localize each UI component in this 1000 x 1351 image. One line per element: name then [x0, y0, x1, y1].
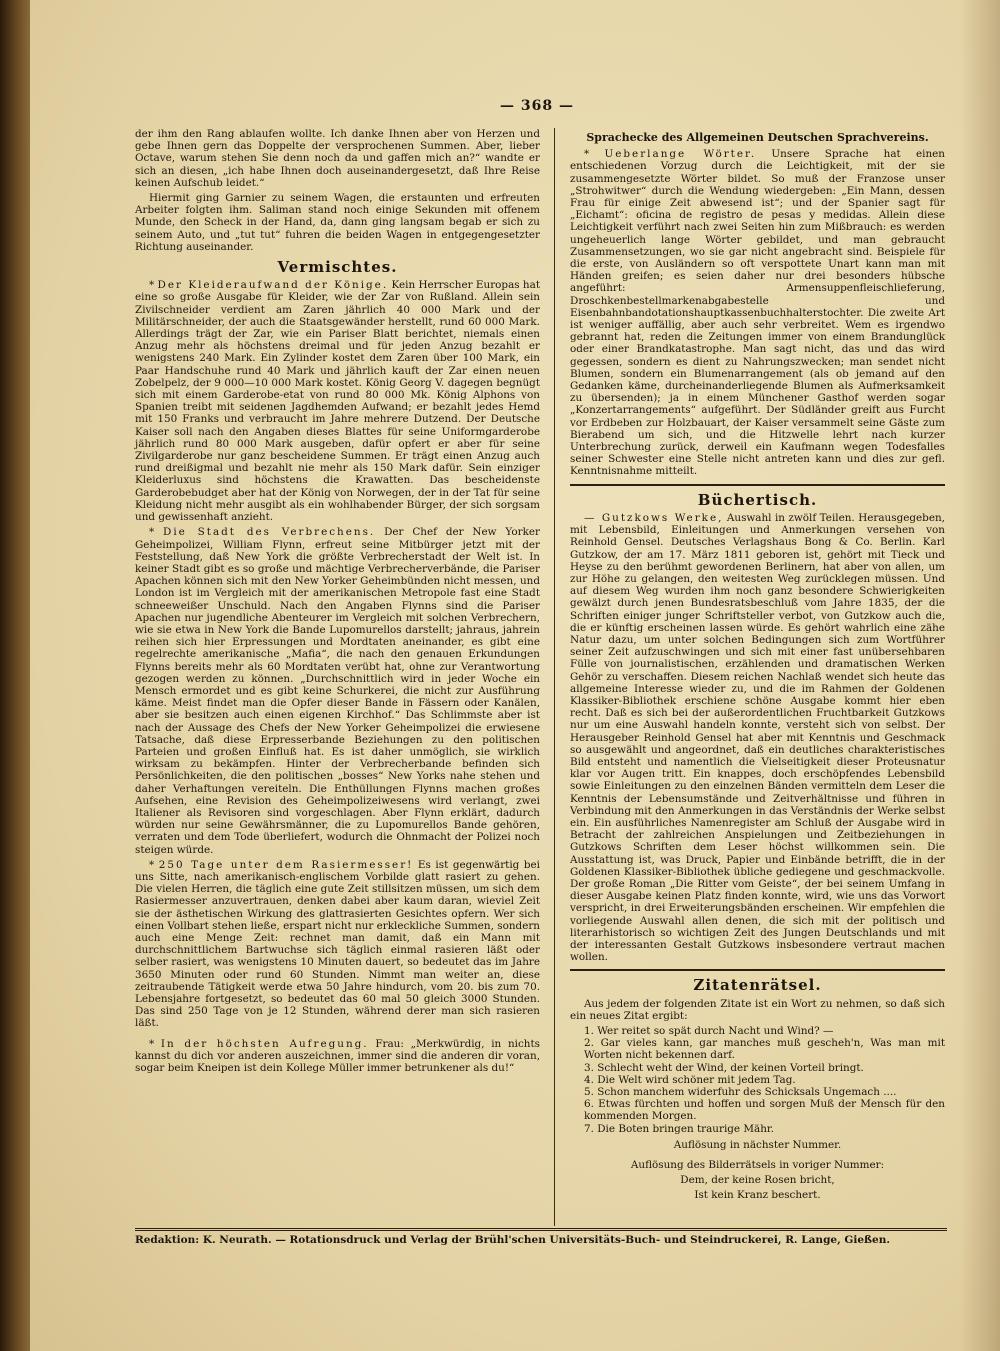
review-title: — Gutzkows Werke,: [584, 511, 724, 524]
sprachecke-heading: Sprachecke des Allgemeinen Deutschen Sprachvereins.: [586, 131, 929, 144]
article-kleideraufwand: * Der Kleideraufwand der Könige. Kein Herrscher Europas hat eine so große Ausgabe für Kleider, wie der Zar von Rußland. Allein sein Zivilschneider verdient am Zaren jährlich 40 000 Mark und der Militärschneider, der auch die Staatsgewänder herstellt, rund 60 000 Mark. Allerdings trägt der Zar, wie ein Pariser Blatt berichtet, niemals einen Anzug mehr als höchstens dreimal und für jeden Anzug bezahlt er wenigstens 240 Mark. Ein Zylinder kostet dem Zaren über 100 Mark, ein Paar Handschuhe rund 40 Mark und jährlich kauft der Zar einen neuen Zobelpelz, der 9 000—10 000 Mark kostet. König Georg V. dagegen begnügt sich mit einem Garderobe-etat von rund 80 000 Mk. König Alphons von Spanien treibt mit seidenen Jagdhemden Aufwand; er bezahlt jedes Hemd mit 150 Franks und verbraucht im Jahre mehrere Dutzend. Der Deutsche Kaiser soll nach den Angaben dieses Blattes für seine Uniformgarderobe jährlich rund 80 000 Mark ausgeben, dafür opfert er aber für seine Zivilgarderobe nur ganz bescheidene Summen. Er trägt einen Anzug auch rund dreißigmal und bezahlt nie mehr als 150 Mark dafür. Sein einziger Kleiderluxus sind höchstens die Krawatten. Das bescheidenste Garderobebudget aber hat der König von Norwegen, der in der Tat für seine Kleidung nicht mehr ausgibt als ein wohlhabender Bürger, der sich sorgsam und gewissenhaft anzieht.: [135, 279, 540, 524]
list-item: 7. Die Boten bringen traurige Mähr.: [584, 1122, 775, 1135]
sprachecke-article: * Ueberlange Wörter. Unsere Sprache hat einen entschiedenen Vorzug durch die Leichtigkeit, mit der sie zusammengesetzte Wörter bildet. So muß der Franzose unser „Strohwitwer“ durch die Wendung wiedergeben: „Ein Mann, dessen Frau für einige Zeit abwesend ist“; und der Spanier sagt für „Eichamt“: oficina de registro de pesas y medidas. Allein diese Leichtigkeit verführt nach zwei Seiten hin zum Mißbrauch: es werden ungeheuerlich lange Wörter gebildet, und man gebraucht Zusammensetzungen, wo sie gar nicht angebracht sind. Beispiele für die erste, von Ausländern so oft verspottete Unart kann man mit Händen greifen; es seien daher nur drei besonders hübsche angeführt: Armensuppenfleischlieferung, Droschkenbestellmarkenabgabestelle und Eisenbahnbandotationshauptkassenbuchhalterstochter. Die zweite Art ist weniger auffällig, aber auch sehr verbreitet. Wem es irgendwo gebrannt hat, reden die Zeitungen immer von einem Brandunglück oder einer Brandkatastrophe. Man sagt nicht, das und das wird gegessen, sondern es dient zu Nahrungszwecken; man sendet nicht Blumen, sondern ein Blumenarrangement (als ob jemand auf den Gedanken käme, durcheinanderliegende Blumen als Aufmerksamkeit zu übersenden); ja in einem Münchener Gasthof werden sogar „Konzertarrangements“ aufgeführt. Der Südländer greift aus Furcht vor Erdbeben zur Holzbauart, der Kaiser versammelt seine Gäste zum Bierabend um sich, und die Hitzwelle lehrt nach kurzer Unterbrechung zurück, derweil ein Kaufmann wegen Todesfalles seiner Schwester eine Stelle nicht antreten kann und dies zur gefl. Kenntnisnahme mitteilt.: [570, 148, 945, 478]
riddle-intro: Aus jedem der folgenden Zitate ist ein Wort zu nehmen, so daß sich ein neues Zitat ergibt:: [570, 997, 945, 1022]
solution-line: Ist kein Kranz beschert.: [694, 1189, 821, 1202]
article-body: Kein Herrscher Europas hat eine so große Ausgabe für Kleider, wie der Zar von Rußland. Allein sein Zivilschneider verdient am Zaren jährlich 40 000 Mark und der Militärschneider, der auch die Staatsgewänder herstellt, rund 60 000 Mark. Allerdings trägt der Zar, wie ein Pariser Blatt berichtet, niemals einen Anzug mehr als höchstens dreimal und für jeden Anzug bezahlt er wenigstens 240 Mark. Ein Zylinder kostet dem Zaren über 100 Mark, ein Paar Handschuhe rund 40 Mark und jährlich kauft der Zar einen neuen Zobelpelz, der 9 000—10 000 Mark kostet. König Georg V. dagegen begnügt sich mit einem Garderobe-etat von rund 80 000 Mk. König Alphons von Spanien treibt mit seidenen Jagdhemden Aufwand; er bezahlt jedes Hemd mit 150 Franks und verbraucht im Jahre mehrere Dutzend. Der Deutsche Kaiser soll nach den Angaben dieses Blattes für seine Uniformgarderobe jährlich rund 80 000 Mark ausgeben, dafür opfert er aber für seine Zivilgarderobe nur ganz bescheidene Summen. Er trägt einen Anzug auch rund dreißigmal und bezahlt nie mehr als 150 Mark dafür. Sein einziger Kleiderluxus sind höchstens die Krawatten. Das bescheidenste Garderobebudget aber hat der König von Norwegen, der in der Tat für seine Kleidung nicht mehr ausgibt als ein wohlhabender Bürger, der sich sorgsam und gewissenhaft anzieht.: [135, 279, 540, 524]
intro-paragraph-2: Hiermit ging Garnier zu seinem Wagen, die erstaunten und erfreuten Arbeiter folgten ihm. Saliman stand noch einige Sekunden mit offenem Munde, den Scheck in der Hand, da, dann ging langsam begab er sich zu seinem Auto, und „tut tut“ fuhren die beiden Wagen in entgegengesetzter Richtung auseinander.: [135, 192, 540, 253]
article-title: Die Stadt des Verbrechens.: [163, 526, 376, 539]
zitatenraetsel-heading: Zitatenrätsel.: [693, 976, 822, 995]
page-shadow: [960, 0, 1000, 1351]
article-title: In der höchsten Aufregung.: [160, 1037, 369, 1050]
article-stadt-des-verbrechens: * Die Stadt des Verbrechens. Der Chef der New Yorker Geheimpolizei, William Flynn, erfreut seine Mitbürger jetzt mit der Feststellung, daß New York die größte Verbrecherstadt der Welt ist. In keiner Stadt gibt es so große und mächtige Verbrecherverbände, die Pariser Apachen können sich mit den New Yorker Geheimbünden nicht messen, und London ist im Vergleich mit der amerikanischen Metropole fast eine Stadt schneeweißer Unschuld. Nach den Angaben Flynns sind die Pariser Apachen nur jugendliche Abenteurer im Vergleich mit solchen Verbrechern, wie sie etwa in New York die Bande Lupomurellos darstellt; jahraus, jahrein reihen sich hier Erpressungen und Mordtaten aneinander, es gibt eine regelrechte amerikanische „Mafia“, die nach den genauen Erkundungen Flynns bereits mehr als 60 Mordtaten verübt hat, ohne zur Verantwortung gezogen werden zu können. „Durchschnittlich wird in jeder Woche ein Mensch ermordet und es gibt keine Schurkerei, die nicht zur Ausführung käme. Meist findet man die Opfer dieser Bande in Fässern oder Kanälen, aber sie besitzen auch einen eigenen Kirchhof.“ Das Schlimmste aber ist nach der Aussage des Chefs der New Yorker Geheimpolizei die erwiesene Tatsache, daß diese Erpresserbande Beziehungen zu den politischen Parteien und großen Einfluß hat. Es ist daher unmöglich, sie wirklich wirksam zu bekämpfen. Hinter der Verbrecherbande befinden sich Persönlichkeiten, die den politischen „bosses“ New Yorks nahe stehen und daher Verhaftungen vereiteln. Die Enthüllungen Flynns machen großes Aufsehen, eine Revision des Geheimpolizeiwesens wird verlangt, zwei Italiener als Revisoren sind vorgeschlagen. Aber Flynn erklärt, dadurch würden nur seine Gewährsmänner, die zu Lupomurellos Bande gehören, verraten und dem Tode überliefert, wodurch die Ohnmacht der Polizei noch steigen würde.: [135, 526, 540, 856]
review-body: Auswahl in zwölf Teilen. Herausgegeben, mit Lebensbild, Einleitungen und Anmerkungen versehen von Reinhold Gensel. Deutsches Verlagshaus Bong & Co. Berlin. Karl Gutzkow, der am 17. März 1811 geboren ist, gehört mit Tieck und Heyse zu den berühmt gewordenen Berlinern, hat aber von allen, um zur Höhe zu gelangen, den weitesten Weg zurücklegen müssen. Und auf diesem Weg wurden ihm noch ganz besondere Schwierigkeiten gewälzt durch jenen Bundesratsbeschluß vom Jahre 1835, der die Schriften einiger junger Schriftsteller verbot, von Gutzkow auch die, die er künftig erscheinen lassen würde. Es gehört wahrlich eine zähe Natur dazu, um unter solchen Bedingungen sich zum Wortführer seiner Zeit aufzuschwingen und sich mit einer fast unübersehbaren Fülle von journalistischen, erzählenden und dramatischen Werken Gehör zu verschaffen. Diesem reichen Nachlaß wendet sich heute das allgemeine Interesse wieder zu, und die im Rahmen der Goldenen Klassiker-Bibliothek erschiene schöne Ausgabe kommt hier eben recht. Daß es sich bei der außerordentlichen Fruchtbarkeit Gutzkows nur um eine Auswahl handeln konnte, versteht sich von selbst. Der Herausgeber Reinhold Gensel hat aber mit Kenntnis und Geschmack so ausgewählt und angeordnet, daß ein deutliches charakteristisches Bild entsteht und namentlich die Vielseitigkeit dieser Proteusnatur klar vor Augen tritt. Ein knappes, doch erschöpfendes Lebensbild sowie Einleitungen zu den einzelnen Bänden vermitteln dem Leser die Kenntnis der Lebensumstände und Zeitverhältnisse und führen in Verbindung mit den Anmerkungen in das Verständnis der Werke selbst ein. Ein ausführliches Namenregister am Schluß der Ausgabe wird in Betracht der zahlreichen Anspielungen und Zeitbeziehungen in Gutzkows Schriften dem Leser höchst willkommen sein. Die Ausstattung ist, was Druck, Papier und Einbände betrifft, die in der Goldenen Klassiker-Bibliothek übliche gediegene und geschmackvolle. Der große Roman „Die Ritter vom Geiste“, der bei seinem Umfang in dieser Ausgabe keinen Platz finden konnte, wird, wie uns das Vorwort verspricht, in drei Erweiterungsbänden erscheinen. Wir empfehlen die vorliegende Auswahl allen denen, die sich mit der politisch und literarhistorisch so wichtigen Zeit des Jungen Deutschlands und mit der interessanten Gestalt Gutzkows insbesondere vertraut machen wollen.: [570, 511, 945, 964]
article-body: Der Chef der New Yorker Geheimpolizei, William Flynn, erfreut seine Mitbürger jetzt mit der Feststellung, daß New York die größte Verbrecherstadt der Welt ist. In keiner Stadt gibt es so große und mächtige Verbrecherverbände, die Pariser Apachen können sich mit den New Yorker Geheimbünden nicht messen, und London ist im Vergleich mit der amerikanischen Metropole fast eine Stadt schneeweißer Unschuld. Nach den Angaben Flynns sind die Pariser Apachen nur jugendliche Abenteurer im Vergleich mit solchen Verbrechern, wie sie etwa in New York die Bande Lupomurellos darstellt; jahraus, jahrein reihen sich hier Erpressungen und Mordtaten aneinander, es gibt eine regelrechte amerikanische „Mafia“, die nach den genauen Erkundungen Flynns bereits mehr als 60 Mordtaten verübt hat, ohne zur Verantwortung gezogen werden zu können. „Durchschnittlich wird in jeder Woche ein Mensch ermordet und es gibt keine Schurkerei, die nicht zur Ausführung käme. Meist findet man die Opfer dieser Bande in Fässern oder Kanälen, aber sie besitzen auch einen eigenen Kirchhof.“ Das Schlimmste aber ist nach der Aussage des Chefs der New Yorker Geheimpolizei die erwiesene Tatsache, daß diese Erpresserbande Beziehungen zu den politischen Parteien und großen Einfluß hat. Es ist daher unmöglich, sie wirklich wirksam zu bekämpfen. Hinter der Verbrecherbande befinden sich Persönlichkeiten, die den politischen „bosses“ New Yorks nahe stehen und daher Verhaftungen vereiteln. Die Enthüllungen Flynns machen großes Aufsehen, eine Revision des Geheimpolizeiwesens wird verlangt, zwei Italiener als Revisoren sind vorgeschlagen. Aber Flynn erklärt, dadurch würden nur seine Gewährsmänner, die zu Lupomurellos Bande gehören, verraten und dem Tode überliefert, wodurch die Ohnmacht der Polizei noch steigen würde.: [135, 526, 540, 856]
list-item: 3. Schlecht weht der Wind, der keinen Vorteil bringt.: [584, 1061, 864, 1074]
article-rasiermesser: * 250 Tage unter dem Rasiermesser! Es ist gegenwärtig bei uns Sitte, nach amerikanisch-englischem Vorbilde glatt rasiert zu gehen. Die vielen Herren, die täglich eine gute Zeit stillsitzen müssen, um sich dem Rasiermesser anzuvertrauen, denken dabei aber kaum daran, wieviel Zeit sie der ästhetischen Wirkung des glattrasierten Gesichtes opfern. Wer sich einen Vollbart stehen ließe, erspart nicht nur erkleckliche Summen, sondern auch eine Menge Zeit: rechnet man damit, daß ein Mann mit durchschnittlichem Bartwuchse sich täglich einmal rasieren läßt oder selber rasiert, was wenigstens 10 Minuten dauert, so bedeutet das im Jahre 3650 Minuten oder rund 60 Stunden. Nimmt man weiter an, diese zeitraubende Tätigkeit werde etwa 50 Jahre hindurch, vom 20. bis zum 70. Lebensjahre fortgesetzt, so bedeutet das 60 mal 50 gleich 3000 Stunden. Das sind 250 Tage von je 12 Stunden, während derer man sich rasieren läßt.: [135, 858, 541, 1030]
solution-line: Dem, der keine Rosen bricht,: [680, 1174, 835, 1187]
riddle-note: Auflösung in nächster Nummer.: [673, 1138, 842, 1151]
article-body: Unsere Sprache hat einen entschiedenen Vorzug durch die Leichtigkeit, mit der sie zusammengesetzte Wörter bildet. So muß der Franzose unser „Strohwitwer“ durch die Wendung wiedergeben: „Ein Mann, dessen Frau für einige Zeit abwesend ist“; und der Spanier sagt für „Eichamt“: oficina de registro de pesas y medidas. Allein diese Leichtigkeit verführt nach zwei Seiten hin zum Mißbrauch: es werden ungeheuerlich lange Wörter gebildet, und man gebraucht Zusammensetzungen, wo sie gar nicht angebracht sind. Beispiele für die erste, von Ausländern so oft verspottete Unart kann man mit Händen greifen; es seien daher nur drei besonders hübsche angeführt: Armensuppenfleischlieferung, Droschkenbestellmarkenabgabestelle und Eisenbahnbandotationshauptkassenbuchhalterstochter. Die zweite Art ist weniger auffällig, aber auch sehr verbreitet. Wem es irgendwo gebrannt hat, reden die Zeitungen immer von einem Brandunglück oder einer Brandkatastrophe. Man sagt nicht, das und das wird gegessen, sondern es dient zu Nahrungszwecken; man sendet nicht Blumen, sondern ein Blumenarrangement (als ob jemand auf den Gedanken käme, durcheinanderliegende Blumen als Aufmerksamkeit zu übersenden); ja in einem Münchener Gasthof werden sogar „Konzertarrangements“ aufgeführt. Der Südländer greift aus Furcht vor Erdbeben zur Holzbauart, der Kaiser versammelt seine Gäste zum Bierabend um sich, und die Hitzwelle lehrt nach kurzer Unterbrechung zurück, derweil ein Kaufmann wegen Todesfalles seiner Schwester eine Stelle nicht antreten kann und dies zur gefl. Kenntnisnahme mitteilt.: [570, 148, 945, 478]
column-divider: [554, 128, 555, 1226]
list-item: 2. Gar vieles kann, gar manches muß gescheh'n, Was man mit Worten nicht bekennen darf.: [584, 1037, 945, 1062]
solution-title: Auflösung des Bilderrätsels in voriger Nummer:: [630, 1159, 885, 1172]
page-number: — 368 —: [500, 98, 574, 114]
newspaper-page: [30, 0, 1000, 1351]
article-title: 250 Tage unter dem Rasiermesser!: [158, 858, 414, 871]
imprint-footer: Redaktion: K. Neurath. — Rotationsdruck und Verlag der Brühl'schen Universitäts-Buch- und Steindruckerei, R. Lange, Gießen.: [135, 1228, 947, 1246]
riddle-list: [584, 1025, 945, 1135]
section-heading-vermischtes: Vermischtes.: [277, 258, 398, 277]
article-title: Der Kleideraufwand der Könige.: [157, 279, 389, 292]
left-column: [135, 128, 540, 1077]
section-rule: [570, 484, 945, 486]
list-item: 1. Wer reitet so spät durch Nacht und Wind? —: [584, 1025, 834, 1038]
list-item: 6. Etwas fürchten und hoffen und sorgen Muß der Mensch für den kommenden Morgen.: [584, 1098, 945, 1123]
book-spine: [0, 0, 30, 1351]
gutzkow-review: [570, 512, 945, 964]
list-item: 5. Schon manchem widerfuhr des Schicksals Ungemach ....: [584, 1086, 897, 1099]
article-aufregung: * In der höchsten Aufregung. Frau: „Merkwürdig, in nichts kannst du dich vor anderen auszeichnen, immer sind die anderen dir voran, sogar beim Kneipen ist dein Kollege Müller immer betrunkener als du!“: [135, 1037, 540, 1075]
article-body: Frau: „Merkwürdig, in nichts kannst du dich vor anderen auszeichnen, immer sind die anderen dir voran, sogar beim Kneipen ist dein Kollege Müller immer betrunkener als du!“: [135, 1037, 540, 1075]
buechertisch-heading: Büchertisch.: [697, 490, 818, 509]
article-body: Es ist gegenwärtig bei uns Sitte, nach amerikanisch-englischem Vorbilde glatt rasiert zu gehen. Die vielen Herren, die täglich eine gute Zeit stillsitzen müssen, um sich dem Rasiermesser anzuvertrauen, denken dabei aber kaum daran, wieviel Zeit sie der ästhetischen Wirkung des glattrasierten Gesichtes opfern. Wer sich einen Vollbart stehen ließe, erspart nicht nur erkleckliche Summen, sondern auch eine Menge Zeit: rechnet man damit, daß ein Mann mit durchschnittlichem Bartwuchse sich täglich einmal rasieren läßt oder selber rasiert, was wenigstens 10 Minuten dauert, so bedeutet das im Jahre 3650 Minuten oder rund 60 Stunden. Nimmt man weiter an, diese zeitraubende Tätigkeit werde etwa 50 Jahre hindurch, vom 20. bis zum 70. Lebensjahre fortgesetzt, so bedeutet das 60 mal 50 gleich 3000 Stunden. Das sind 250 Tage von je 12 Stunden, während derer man sich rasieren läßt.: [135, 858, 541, 1030]
list-item: 4. Die Welt wird schöner mit jedem Tag.: [584, 1073, 796, 1086]
section-rule: [570, 969, 945, 971]
article-title: Ueberlange Wörter.: [604, 148, 757, 161]
intro-paragraph-1: der ihm den Rang ablaufen wollte. Ich danke Ihnen aber von Herzen und gebe Ihnen gern das Doppelte der versprochenen Summen. Aber, lieber Octave, warum stehen Sie denn noch da und gaffen mich an?“ wandte er sich an diesen, „ich habe Ihnen doch auseinandergesetzt, daß Ihre Reise keinen Aufschub leidet.“: [135, 128, 540, 189]
right-column: [570, 128, 945, 1205]
